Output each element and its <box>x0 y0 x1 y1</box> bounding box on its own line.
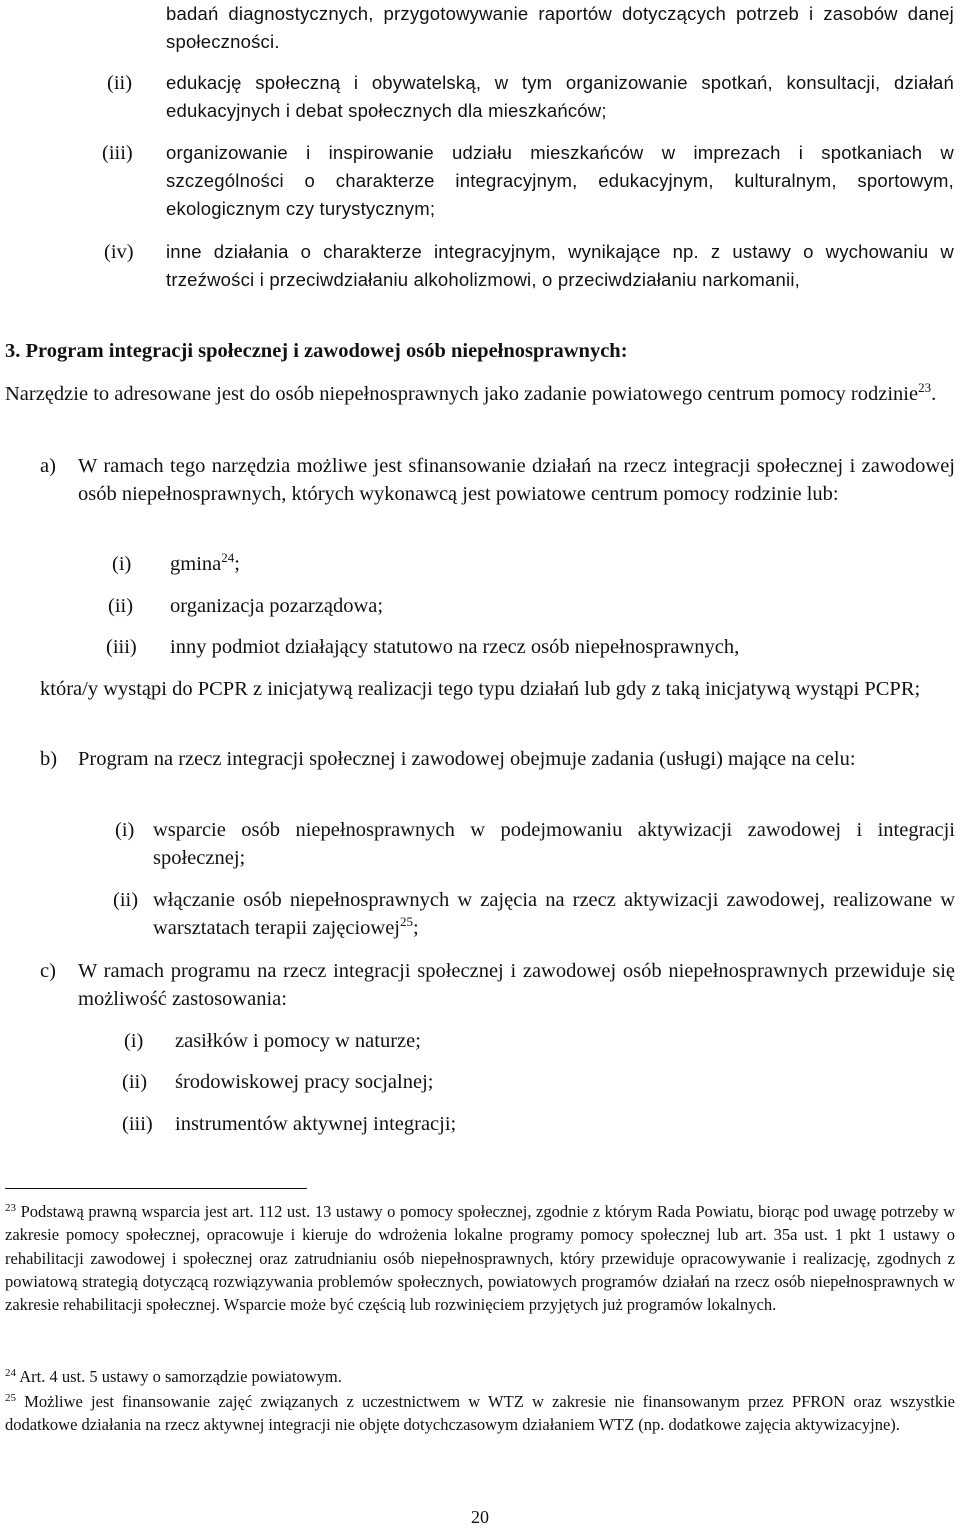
footnote-number: 24 <box>5 1367 16 1379</box>
list-item-text: wsparcie osób niepełnosprawnych w podejmowaniu aktywizacji zawodowej i integracji społecznej; <box>153 819 955 869</box>
section-intro-text: Narzędzie to adresowane jest do osób niepełnosprawnych jako zadanie powiatowego centrum pomocy rodzinie <box>5 383 919 405</box>
list-item-text-main: gmina <box>170 553 222 575</box>
section-intro <box>5 380 955 408</box>
item-number: (i) <box>112 553 132 575</box>
item-label: b) <box>40 748 58 770</box>
item-number: (ii) <box>108 595 134 617</box>
footnote-number: 25 <box>5 1392 16 1404</box>
item-number: (ii) <box>122 1071 148 1093</box>
item-label: c) <box>40 960 56 982</box>
item-b-text: Program na rzecz integracji społecznej i zawodowej obejmuje zadania (usługi) mające na celu: <box>78 748 856 770</box>
footnote-25 <box>5 1390 955 1437</box>
list-item-text <box>170 550 240 578</box>
list-item-text: instrumentów aktywnej integracji; <box>175 1113 457 1135</box>
item-c-text: W ramach programu na rzecz integracji społecznej i zawodowej osób niepełnosprawnych przewiduje się możliwość zastosowania: <box>78 960 955 1010</box>
list-item-text: inny podmiot działający statutowo na rzecz osób niepełnosprawnych, <box>170 636 740 658</box>
list-item-text: inne działania o charakterze integracyjnym, wynikające np. z ustawy o wychowaniu w trzeźwości i przeciwdziałaniu alkoholizmowi, o przeciwdziałaniu narkomanii, <box>166 241 954 290</box>
item-number: (iii) <box>122 1113 153 1135</box>
footnote-ref: 24 <box>221 550 235 565</box>
item-number: (ii) <box>107 72 133 94</box>
footnote-text: Możliwe jest finansowanie zajęć związanych z uczestnictwem w WTZ w zakresie nie finansowanym przez PFRON oraz wszystkie dodatkowe działania na rzecz aktywnej integracji nie objęte dotychczasowym działaniem WTZ (np. dodatkowe zajęcia aktywizacyjne). <box>5 1392 955 1435</box>
item-number: (iii) <box>102 142 133 164</box>
footnote-24 <box>5 1365 955 1388</box>
list-item-text: edukację społeczną i obywatelską, w tym organizowanie spotkań, konsultacji, działań edukacyjnych i debat społecznych dla mieszkańców; <box>166 72 954 121</box>
footnote-number: 23 <box>5 1202 16 1214</box>
list-item-text: zasiłków i pomocy w naturze; <box>175 1030 421 1052</box>
footnote-ref: 23 <box>918 380 932 395</box>
item-number: (ii) <box>113 889 139 911</box>
footnote-text: Podstawą prawną wsparcia jest art. 112 ust. 13 ustawy o pomocy społecznej, zgodnie z którym Rada Powiatu, biorąc pod uwagę potrzeby w zakresie pomocy społecznej, opracowuje i kieruje do wdrożenia lokalne programy pomocy społecznej lub art. 35a ust. 1 pkt 1 ustawy o rehabilitacji zawodowej i społecznej oraz zatrudnianiu osób niepełnosprawnych, który przewiduje opracowywanie i realizację, zgodnych z powiatową strategią dotyczącą rozwiązywania problemów społecznych, powiatowych programów działań na rzecz osób niepełnosprawnych w zakresie rehabilitacji społecznej. Wsparcie może być częścią lub rozwinięciem przyjętych już programów lokalnych. <box>5 1202 955 1315</box>
section-intro-end: . <box>931 383 937 405</box>
list-item-text: środowiskowej pracy socjalnej; <box>175 1071 434 1093</box>
item-label: a) <box>40 455 56 477</box>
item-number: (iv) <box>104 241 134 263</box>
item-a-text: W ramach tego narzędzia możliwe jest sfinansowanie działań na rzecz integracji społecznej i zawodowej osób niepełnosprawnych, których wykonawcą jest powiatowe centrum pomocy rodzinie lub: <box>78 455 955 505</box>
item-number: (iii) <box>106 636 137 658</box>
list-item-tail: ; <box>234 553 240 575</box>
footnote-23 <box>5 1200 955 1316</box>
footnote-ref: 25 <box>400 914 413 929</box>
item-number: (i) <box>124 1030 144 1052</box>
section-heading: 3. Program integracji społecznej i zawodowej osób niepełnosprawnych: <box>5 340 628 362</box>
list-item-text-main: włączanie osób niepełnosprawnych w zajęcia na rzecz aktywizacji zawodowej, realizowane w warsztatach terapii zajęciowej <box>153 889 955 939</box>
list-item-tail: ; <box>413 917 419 939</box>
list-item-text: organizacja pozarządowa; <box>170 595 384 617</box>
list-item-text: organizowanie i inspirowanie udziału mieszkańców w imprezach i spotkaniach w szczególności o charakterze integracyjnym, edukacyjnym, kulturalnym, sportowym, ekologicznym czy turystycznym; <box>166 142 954 219</box>
footnote-text: Art. 4 ust. 5 ustawy o samorządzie powiatowym. <box>19 1367 342 1386</box>
page-number: 20 <box>471 1507 489 1527</box>
continuation-text: badań diagnostycznych, przygotowywanie raportów dotyczących potrzeb i zasobów danej społeczności. <box>166 3 954 52</box>
list-item-text <box>153 886 955 942</box>
footnote-separator <box>5 1188 307 1189</box>
item-number: (i) <box>115 819 135 841</box>
item-a-after: która/y wystąpi do PCPR z inicjatywą realizacji tego typu działań lub gdy z taką inicjatywą wystąpi PCPR; <box>40 678 921 700</box>
